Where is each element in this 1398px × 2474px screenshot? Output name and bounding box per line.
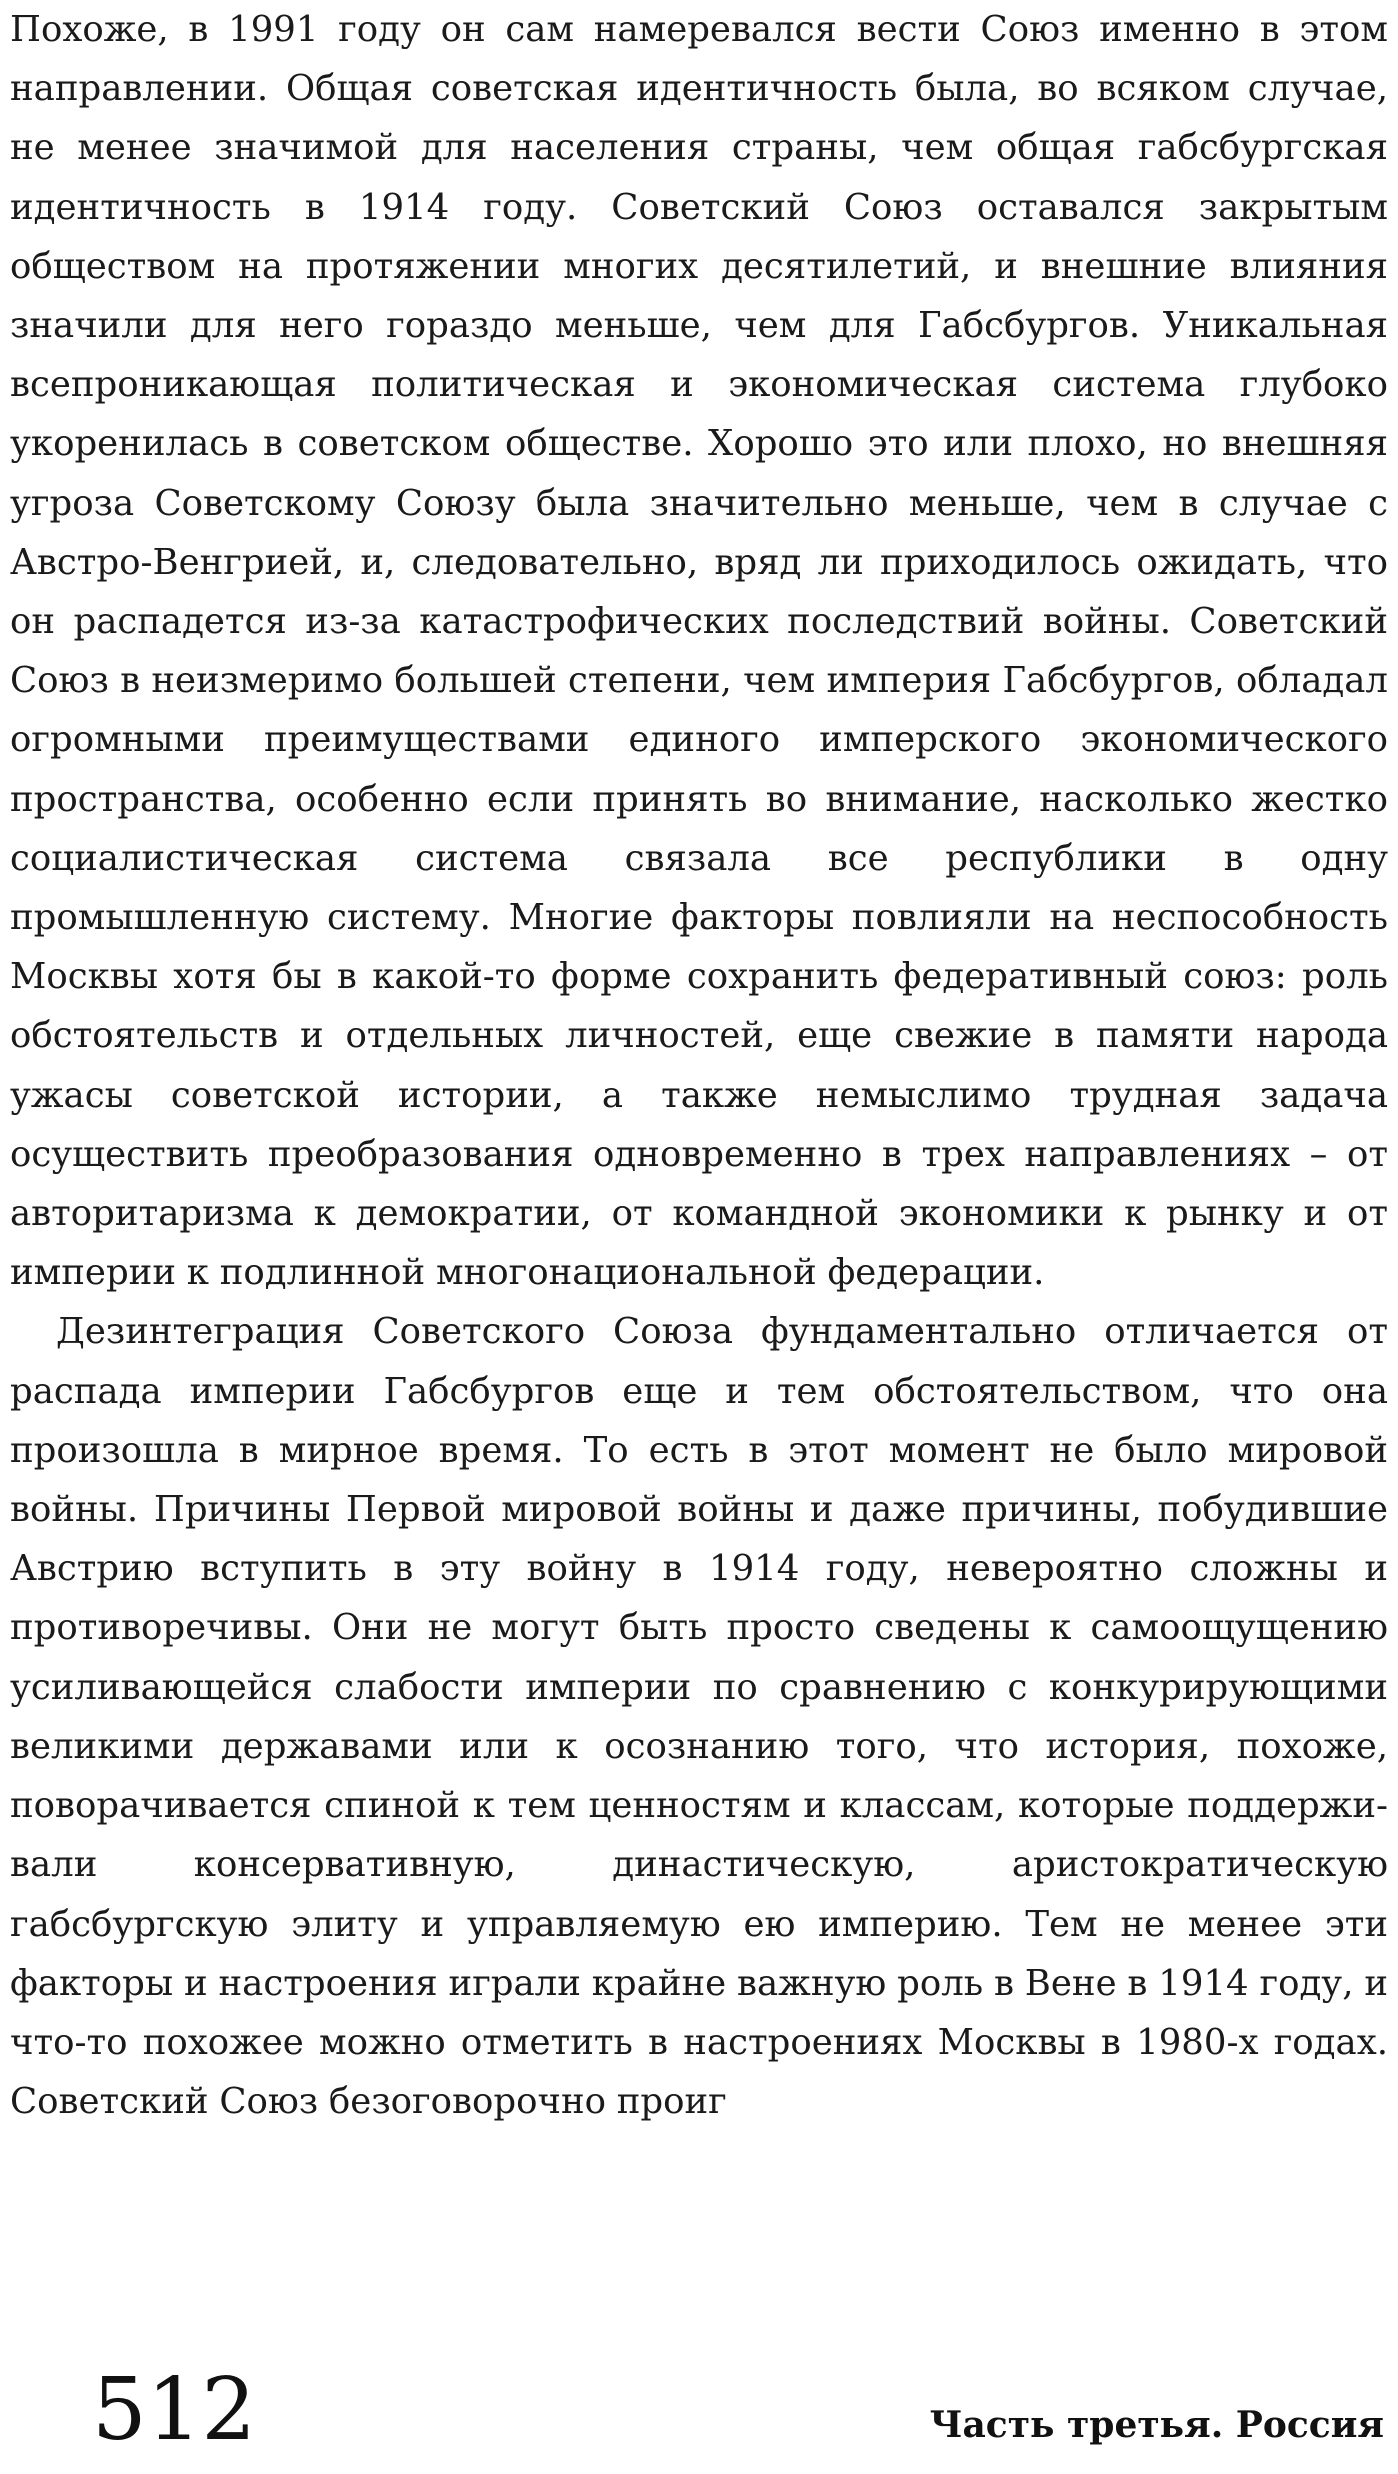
body-text (10, 0, 1388, 2131)
paragraph-1: Похоже, в 1991 году он сам намеревался вести Союз именно в этом направлении. Общая советская идентичность была, во всяком случае, не менее значимой для населения страны, чем общая габсбургская идентичность в 1914 году. Советский Союз оставался закрытым обществом на протяжении многих десятилетий, и внешние влияния значили для него гораздо меньше, чем для Габсбургов. Уникальная всепроникающая политическая и экономическая система глубоко укоренилась в советском обществе. Хорошо это или плохо, но внешняя угроза Советскому Союзу была значительно меньше, чем в случае с Австро-Венгрией, и, следовательно, вряд ли приходилось ожидать, что он распадется из-за катастрофических последствий войны. Советский Союз в неизмеримо большей степени, чем империя Габсбургов, обладал огромными преимуществами единого имперского экономического пространства, особенно если принять во внимание, насколько жестко социалистическая система связала все республики в одну промышленную систему. Многие факторы повлияли на неспособность Москвы хотя бы в какой-то форме сохранить федеративный союз: роль обстоятельств и отдельных личностей, еще свежие в памяти народа ужасы советской истории, а также немыслимо трудная задача осуществить преобразования одновременно в трех направлениях – от авторитаризма к демократии, от командной экономики к рынку и от империи к подлинной многонациональной федерации. (10, 9, 1388, 1294)
paragraph-2: Дезинтеграция Советского Союза фундаментально отличается от распада империи Габсбургов еще и тем обстоятельством, что она произошла в мирное время. То есть в этот момент не было мировой войны. Причины Первой мировой войны и даже причины, побудившие Австрию вступить в эту войну в 1914 году, невероятно сложны и противоречивы. Они не могут быть просто сведены к самоощущению усиливающейся слабости империи по сравнению с конкурирующими великими державами или к осознанию того, что история, похоже, поворачивается спиной к тем ценностям и классам, которые поддерживали консервативную, династическую, аристократическую габсбургскую элиту и управляемую ею империю. Тем не менее эти факторы и настроения играли крайне важную роль в Вене в 1914 году, и что-то похожее можно отметить в настроениях Москвы в 1980-х годах. Советский Союз безоговорочно проиг (10, 1311, 1388, 2123)
running-head: Часть третья. Россия (929, 2404, 1384, 2446)
page-number: 512 (92, 2360, 257, 2460)
page-footer (0, 2360, 1398, 2470)
